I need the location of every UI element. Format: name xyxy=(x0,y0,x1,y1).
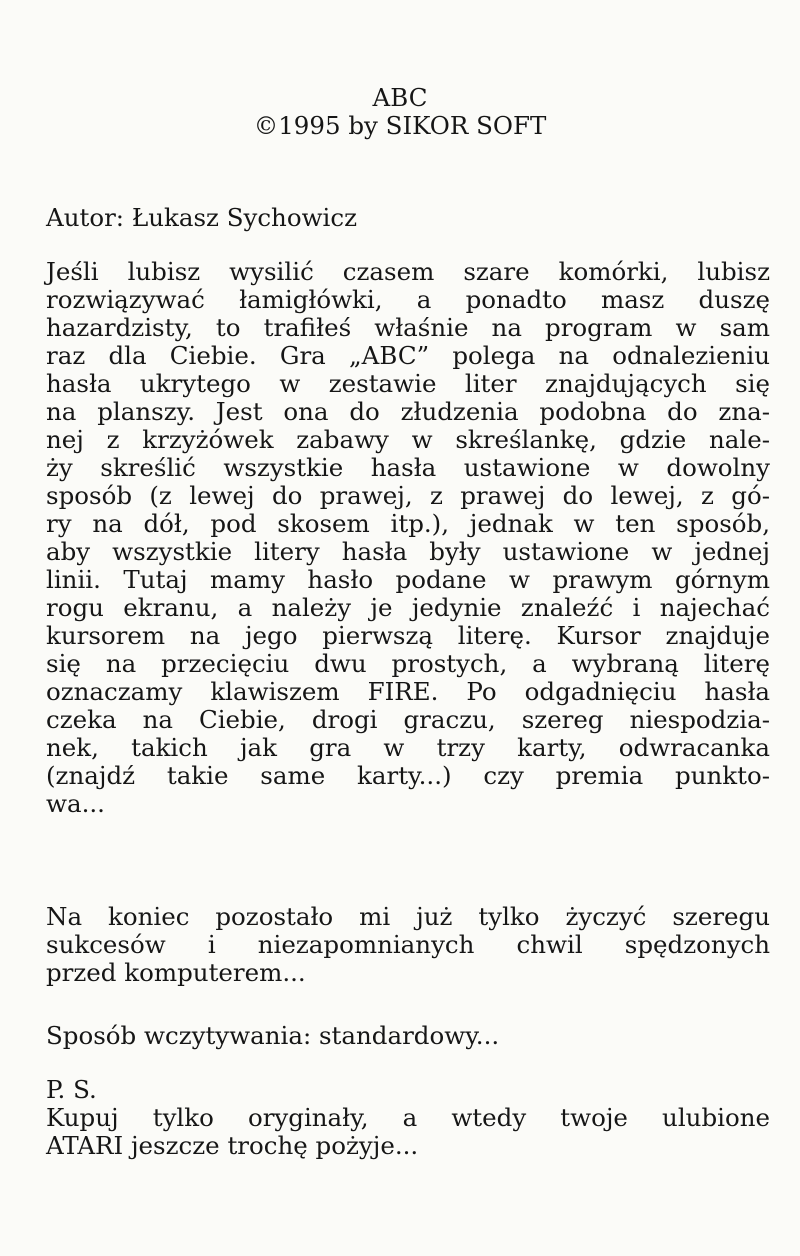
author-paragraph xyxy=(46,204,770,232)
title: ABC xyxy=(372,83,428,112)
closing-paragraph xyxy=(46,903,770,987)
paragraph-line: rogu ekranu, a należy je jedynie znaleźć i najechać xyxy=(46,593,770,622)
paragraph-line: nek, takich jak gra w trzy karty, odwracanka xyxy=(46,733,770,762)
paragraph-line: sposób (z lewej do prawej, z prawej do lewej, z gó- xyxy=(46,481,770,510)
paragraph-line: kursorem na jego pierwszą literę. Kursor znajduje xyxy=(46,621,770,650)
loading-line: Sposób wczytywania: standardowy... xyxy=(46,1021,500,1050)
loading-paragraph xyxy=(46,1022,770,1050)
paragraph-line: sukcesów i niezapomnianych chwil spędzonych xyxy=(46,930,770,959)
paragraph-line: rozwiązywać łamigłówki, a ponadto masz duszę xyxy=(46,285,770,314)
paragraph-line: przed komputerem... xyxy=(46,958,306,987)
paragraph-line: hazardzisty, to trafiłeś właśnie na program w sam xyxy=(46,313,770,342)
paragraph-line: Na koniec pozostało mi już tylko życzyć szeregu xyxy=(46,902,770,931)
ps-line: ATARI jeszcze trochę pożyje... xyxy=(46,1131,419,1160)
paragraph-line: ry na dół, pod skosem itp.), jednak w ten sposób, xyxy=(46,509,770,538)
paragraph-line: się na przecięciu dwu prostych, a wybraną literę xyxy=(46,649,770,678)
paragraph-line: nej z krzyżówek zabawy w skreślankę, gdzie nale- xyxy=(46,425,770,454)
ps-label: P. S. xyxy=(46,1075,97,1104)
author-line: Autor: Łukasz Sychowicz xyxy=(46,203,358,232)
paragraph-line: na planszy. Jest ona do złudzenia podobna do zna- xyxy=(46,397,770,426)
main-paragraph xyxy=(46,258,770,818)
paragraph-line: hasła ukrytego w zestawie liter znajdujących się xyxy=(46,369,770,398)
paragraph-line: (znajdź takie same karty...) czy premia punkto- xyxy=(46,761,770,790)
paragraph-line: wa... xyxy=(46,789,105,818)
paragraph-line: oznaczamy klawiszem FIRE. Po odgadnięciu hasła xyxy=(46,677,770,706)
header xyxy=(0,84,800,140)
paragraph-line: raz dla Ciebie. Gra „ABC” polega na odnalezieniu xyxy=(46,341,770,370)
ps-line: Kupuj tylko oryginały, a wtedy twoje ulubione xyxy=(46,1103,770,1132)
paragraph-line: linii. Tutaj mamy hasło podane w prawym górnym xyxy=(46,565,770,594)
paragraph-line: czeka na Ciebie, drogi graczu, szereg niespodzia- xyxy=(46,705,770,734)
copyright: ©1995 by SIKOR SOFT xyxy=(253,111,547,140)
paragraph-line: Jeśli lubisz wysilić czasem szare komórki, lubisz xyxy=(46,257,770,286)
postscript xyxy=(46,1076,770,1160)
paragraph-line: aby wszystkie litery hasła były ustawione w jednej xyxy=(46,537,770,566)
paragraph-line: ży skreślić wszystkie hasła ustawione w dowolny xyxy=(46,453,770,482)
